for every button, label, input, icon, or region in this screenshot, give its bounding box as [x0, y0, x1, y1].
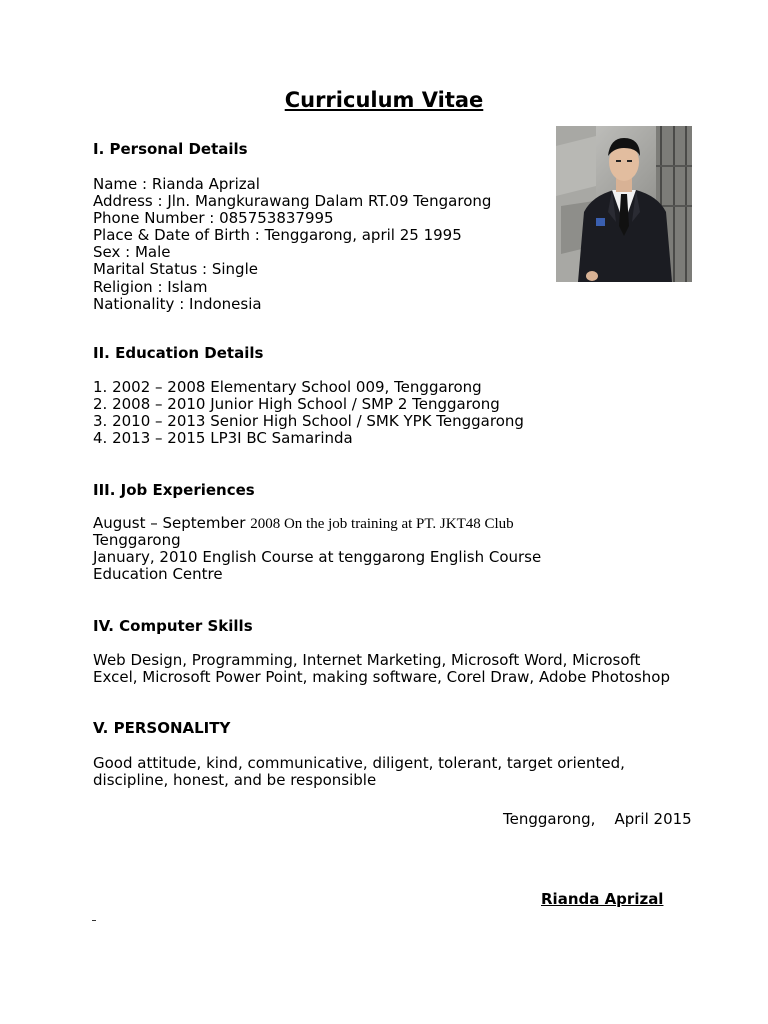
- job-experiences-heading: III. Job Experiences: [93, 481, 255, 499]
- job-line-1-prefix: August – September: [93, 514, 251, 532]
- personality-paragraph: Good attitude, kind, communicative, diligent, tolerant, target oriented, discipline, honest, and be responsible: [93, 754, 625, 790]
- education-item: 3. 2010 – 2013 Senior High School / SMK YPK Tenggarong: [93, 412, 524, 431]
- personal-marital-status: Marital Status : Single: [93, 260, 258, 279]
- divider-mark: [92, 920, 96, 921]
- job-line-1: [93, 515, 673, 532]
- personal-address: Address : Jln. Mangkurawang Dalam RT.09 Tengarong: [93, 192, 492, 211]
- job-line-1-detail: 2008 On the job training at PT. JKT48 Club: [250, 516, 514, 532]
- personal-phone: Phone Number : 085753837995: [93, 209, 334, 228]
- personal-birth: Place & Date of Birth : Tenggarong, april 25 1995: [93, 226, 462, 245]
- job-line-2: Tenggarong: [93, 531, 181, 550]
- computer-skills-paragraph: Web Design, Programming, Internet Marketing, Microsoft Word, Microsoft Excel, Microsoft Power Point, making software, Corel Draw, Adobe Photoshop: [93, 651, 670, 687]
- education-heading: II. Education Details: [93, 344, 264, 362]
- document-title: Curriculum Vitae: [284, 88, 484, 112]
- education-item: 2. 2008 – 2010 Junior High School / SMP 2 Tenggarong: [93, 395, 500, 414]
- computer-skills-heading: IV. Computer Skills: [93, 617, 253, 635]
- computer-skills-text: [93, 652, 675, 686]
- signature-name: Rianda Aprizal: [541, 890, 664, 908]
- education-item: 1. 2002 – 2008 Elementary School 009, Tenggarong: [93, 378, 482, 396]
- personal-details-heading: I. Personal Details: [93, 140, 248, 158]
- education-item: 4. 2013 – 2015 LP3I BC Samarinda: [93, 429, 353, 448]
- job-line-3: January, 2010 English Course at tenggarong English Course: [93, 548, 542, 567]
- personal-religion: Religion : Islam: [93, 277, 208, 296]
- personal-nationality: Nationality : Indonesia: [93, 294, 262, 313]
- personal-details-list: [93, 176, 673, 313]
- personality-text: [93, 755, 653, 789]
- place-and-date: Tenggarong, April 2015: [503, 810, 692, 828]
- job-experiences-list: [93, 515, 673, 583]
- personal-name: Name : Rianda Aprizal: [93, 175, 260, 193]
- personality-heading: V. PERSONALITY: [93, 719, 231, 737]
- education-list: [93, 379, 673, 447]
- job-line-4: Education Centre: [93, 565, 223, 584]
- personal-sex: Sex : Male: [93, 243, 171, 262]
